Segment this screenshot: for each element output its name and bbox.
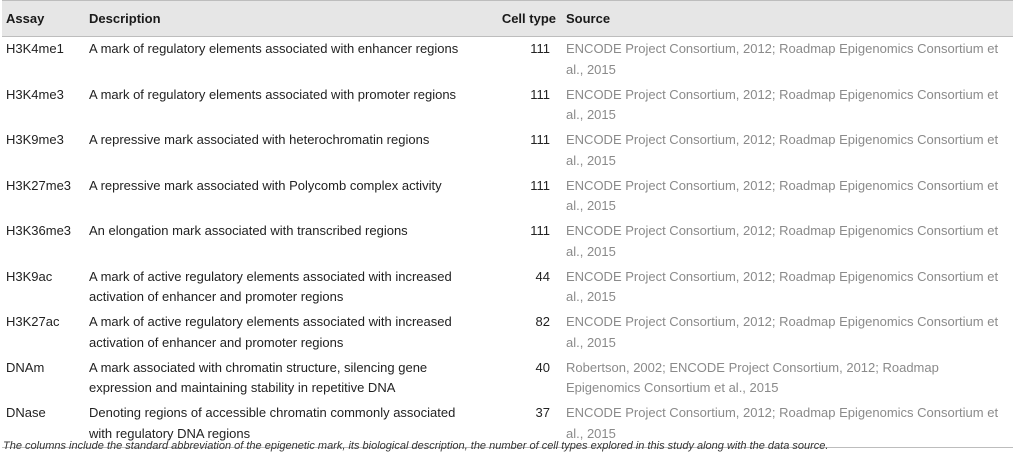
epigenetic-marks-table [2, 0, 1013, 448]
table-row [2, 310, 1013, 356]
cell-assay: DNAm [6, 359, 45, 375]
cell-cell-type: 111 [530, 41, 550, 57]
cell-cell-type: 37 [480, 401, 562, 447]
header-description: Description [85, 1, 480, 37]
cell-source: ENCODE Project Consortium, 2012; Roadmap Epigenomics Consortium et al., 2015 [566, 41, 999, 77]
cell-source: ENCODE Project Consortium, 2012; Roadmap Epigenomics Consortium et al., 2015 [566, 268, 999, 305]
cell-source: ENCODE Project Consortium, 2012; Roadmap Epigenomics Consortium et al., 2015 [566, 86, 999, 123]
table-footnote: The columns include the standard abbreviation of the epigenetic mark, its biological description, the number of cell types explored in this study along with the data source. [3, 440, 829, 452]
cell-description: A mark of regulatory elements associated with enhancer regions [89, 41, 459, 57]
cell-assay: H3K4me1 [6, 41, 64, 57]
table-body [2, 37, 1013, 448]
table-row [2, 37, 1013, 83]
cell-cell-type: 111 [530, 223, 550, 239]
cell-source: ENCODE Project Consortium, 2012; Roadmap Epigenomics Consortium et al., 2015 [562, 401, 1013, 447]
header-cell-type: Cell type [480, 1, 562, 37]
cell-assay: H3K9ac [6, 268, 53, 284]
table-row [2, 265, 1013, 311]
cell-source: ENCODE Project Consortium, 2012; Roadmap Epigenomics Consortium et al., 2015 [566, 132, 999, 168]
cell-cell-type: 82 [535, 314, 550, 330]
table-row [2, 83, 1013, 129]
cell-source: ENCODE Project Consortium, 2012; Roadmap Epigenomics Consortium et al., 2015 [566, 223, 999, 259]
cell-description: A mark associated with chromatin structure, silencing gene expression and maintaining stability in repetitive DNA [89, 359, 428, 396]
cell-description: A repressive mark associated with Polycomb complex activity [89, 177, 442, 193]
cell-assay: H3K27ac [6, 314, 60, 330]
cell-assay: H3K9me3 [6, 132, 64, 148]
cell-source: ENCODE Project Consortium, 2012; Roadmap Epigenomics Consortium et al., 2015 [566, 177, 999, 214]
cell-cell-type: 111 [530, 132, 550, 148]
cell-cell-type: 44 [535, 268, 550, 284]
cell-assay: DNase [2, 401, 85, 447]
cell-cell-type: 40 [535, 359, 550, 375]
cell-assay: H3K36me3 [6, 223, 72, 239]
cell-description: An elongation mark associated with transcribed regions [89, 223, 408, 239]
cell-cell-type: 111 [530, 177, 550, 193]
cell-description: Denoting regions of accessible chromatin commonly associated with regulatory DNA regions [85, 401, 480, 447]
cell-description: A repressive mark associated with heterochromatin regions [89, 132, 430, 148]
cell-description: A mark of active regulatory elements associated with increased activation of enhancer and promoter regions [89, 268, 452, 305]
table-row [2, 356, 1013, 402]
table-row [2, 128, 1013, 174]
cell-description: A mark of active regulatory elements associated with increased activation of enhancer and promoter regions [89, 314, 452, 350]
cell-description: A mark of regulatory elements associated with promoter regions [89, 86, 457, 102]
cell-cell-type: 111 [530, 86, 550, 102]
header-assay: Assay [2, 1, 85, 37]
header-row [2, 1, 1013, 37]
header-source: Source [562, 1, 1013, 37]
cell-assay: H3K27me3 [6, 177, 72, 193]
cell-source: ENCODE Project Consortium, 2012; Roadmap Epigenomics Consortium et al., 2015 [566, 314, 999, 350]
table-row [2, 219, 1013, 265]
table-header [2, 1, 1013, 37]
cell-source: Robertson, 2002; ENCODE Project Consortium, 2012; Roadmap Epigenomics Consortium et al., 2015 [566, 359, 939, 396]
cell-assay: H3K4me3 [6, 86, 64, 102]
table-row [2, 174, 1013, 220]
